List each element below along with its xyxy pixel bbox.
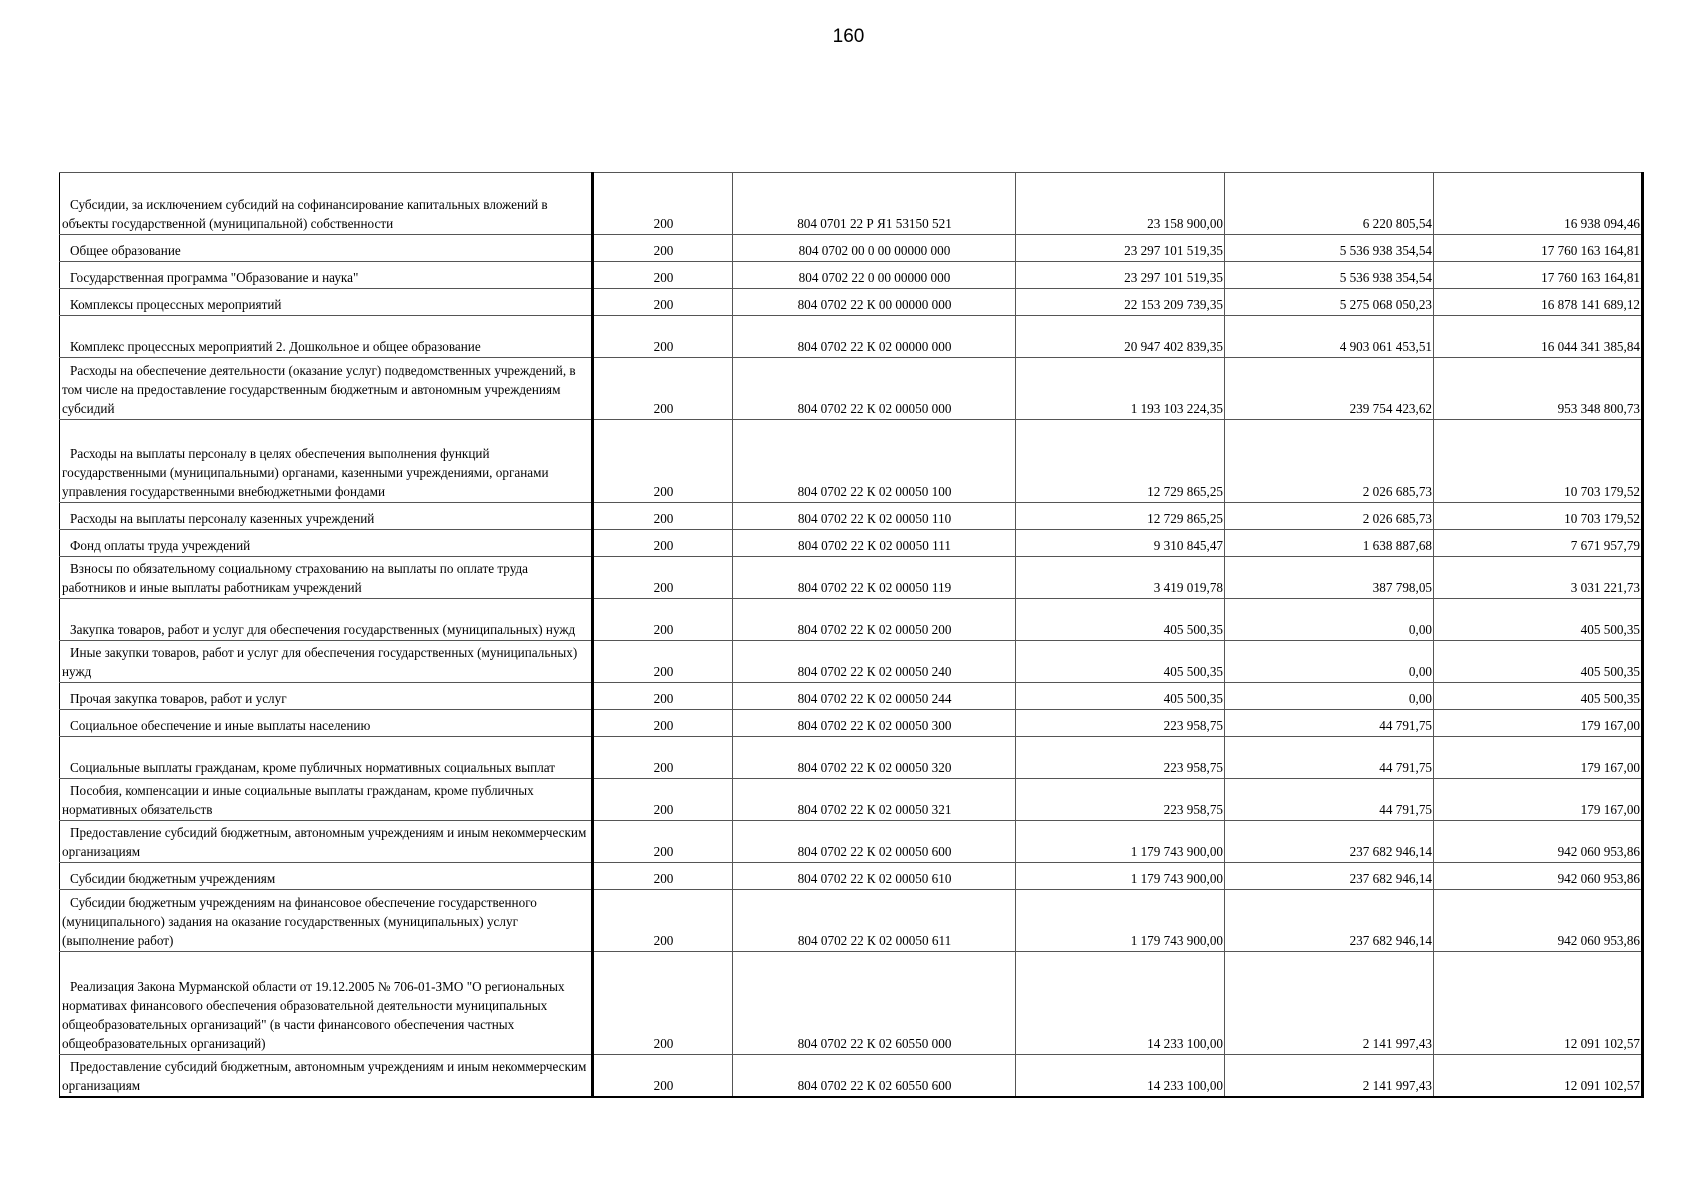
approved-amount-cell: 20 947 402 839,35 — [1016, 316, 1225, 358]
row-name-cell: Реализация Закона Мурманской области от 19.12.2005 № 706-01-ЗМО "О региональных нормативах финансового обеспечения образовательной деятельности муниципальных общеобразовательных организаций" (в части финансового обеспечения частных общеобразовательных организаций) — [60, 952, 593, 1055]
table-row — [60, 235, 1643, 262]
executed-amount-cell: 237 682 946,14 — [1225, 821, 1434, 863]
unexecuted-amount-cell: 16 878 141 689,12 — [1434, 289, 1643, 316]
approved-amount-cell: 12 729 865,25 — [1016, 503, 1225, 530]
table-row — [60, 737, 1643, 779]
approved-amount-cell: 405 500,35 — [1016, 641, 1225, 683]
budget-code-cell: 804 0702 22 К 02 00050 244 — [733, 683, 1016, 710]
approved-amount-cell: 9 310 845,47 — [1016, 530, 1225, 557]
unexecuted-amount-cell: 12 091 102,57 — [1434, 1055, 1643, 1097]
line-code-cell: 200 — [593, 737, 733, 779]
budget-code-cell: 804 0702 00 0 00 00000 000 — [733, 235, 1016, 262]
unexecuted-amount-cell: 3 031 221,73 — [1434, 557, 1643, 599]
budget-code-cell: 804 0702 22 К 02 60550 000 — [733, 952, 1016, 1055]
budget-code-cell: 804 0702 22 К 02 00050 119 — [733, 557, 1016, 599]
approved-amount-cell: 22 153 209 739,35 — [1016, 289, 1225, 316]
line-code-cell: 200 — [593, 1055, 733, 1097]
table-row — [60, 641, 1643, 683]
table-row — [60, 1055, 1643, 1097]
approved-amount-cell: 405 500,35 — [1016, 683, 1225, 710]
executed-amount-cell: 2 026 685,73 — [1225, 420, 1434, 503]
row-name-cell: Субсидии, за исключением субсидий на софинансирование капитальных вложений в объекты государственной (муниципальной) собственности — [60, 173, 593, 235]
line-code-cell: 200 — [593, 710, 733, 737]
unexecuted-amount-cell: 17 760 163 164,81 — [1434, 262, 1643, 289]
row-name-cell: Субсидии бюджетным учреждениям — [60, 863, 593, 890]
unexecuted-amount-cell: 405 500,35 — [1434, 683, 1643, 710]
unexecuted-amount-cell: 179 167,00 — [1434, 737, 1643, 779]
table-row — [60, 173, 1643, 235]
approved-amount-cell: 223 958,75 — [1016, 737, 1225, 779]
approved-amount-cell: 223 958,75 — [1016, 710, 1225, 737]
budget-code-cell: 804 0702 22 К 02 00000 000 — [733, 316, 1016, 358]
executed-amount-cell: 0,00 — [1225, 599, 1434, 641]
approved-amount-cell: 3 419 019,78 — [1016, 557, 1225, 599]
unexecuted-amount-cell: 17 760 163 164,81 — [1434, 235, 1643, 262]
approved-amount-cell: 23 297 101 519,35 — [1016, 235, 1225, 262]
approved-amount-cell: 1 179 743 900,00 — [1016, 863, 1225, 890]
budget-code-cell: 804 0702 22 К 02 00050 321 — [733, 779, 1016, 821]
approved-amount-cell: 405 500,35 — [1016, 599, 1225, 641]
line-code-cell: 200 — [593, 235, 733, 262]
table-row — [60, 262, 1643, 289]
row-name-cell: Фонд оплаты труда учреждений — [60, 530, 593, 557]
row-name-cell: Субсидии бюджетным учреждениям на финансовое обеспечение государственного (муниципального) задания на оказание государственных (муниципальных) услуг (выполнение работ) — [60, 890, 593, 952]
line-code-cell: 200 — [593, 890, 733, 952]
approved-amount-cell: 14 233 100,00 — [1016, 1055, 1225, 1097]
row-name-cell: Комплексы процессных мероприятий — [60, 289, 593, 316]
table-row — [60, 599, 1643, 641]
line-code-cell: 200 — [593, 503, 733, 530]
executed-amount-cell: 5 536 938 354,54 — [1225, 235, 1434, 262]
table-row — [60, 358, 1643, 420]
row-name-cell: Социальные выплаты гражданам, кроме публичных нормативных социальных выплат — [60, 737, 593, 779]
line-code-cell: 200 — [593, 358, 733, 420]
line-code-cell: 200 — [593, 952, 733, 1055]
executed-amount-cell: 1 638 887,68 — [1225, 530, 1434, 557]
row-name-cell: Общее образование — [60, 235, 593, 262]
executed-amount-cell: 5 275 068 050,23 — [1225, 289, 1434, 316]
executed-amount-cell: 239 754 423,62 — [1225, 358, 1434, 420]
unexecuted-amount-cell: 12 091 102,57 — [1434, 952, 1643, 1055]
line-code-cell: 200 — [593, 863, 733, 890]
budget-code-cell: 804 0702 22 К 02 00050 240 — [733, 641, 1016, 683]
executed-amount-cell: 44 791,75 — [1225, 737, 1434, 779]
row-name-cell: Взносы по обязательному социальному страхованию на выплаты по оплате труда работников и иные выплаты работникам учреждений — [60, 557, 593, 599]
executed-amount-cell: 2 141 997,43 — [1225, 952, 1434, 1055]
budget-code-cell: 804 0702 22 К 02 00050 600 — [733, 821, 1016, 863]
line-code-cell: 200 — [593, 599, 733, 641]
executed-amount-cell: 2 026 685,73 — [1225, 503, 1434, 530]
line-code-cell: 200 — [593, 173, 733, 235]
line-code-cell: 200 — [593, 779, 733, 821]
table-row — [60, 863, 1643, 890]
line-code-cell: 200 — [593, 420, 733, 503]
table-row — [60, 779, 1643, 821]
budget-execution-table — [59, 172, 1644, 1098]
table-row — [60, 316, 1643, 358]
budget-code-cell: 804 0702 22 К 02 00050 100 — [733, 420, 1016, 503]
unexecuted-amount-cell: 10 703 179,52 — [1434, 420, 1643, 503]
approved-amount-cell: 23 158 900,00 — [1016, 173, 1225, 235]
executed-amount-cell: 6 220 805,54 — [1225, 173, 1434, 235]
approved-amount-cell: 23 297 101 519,35 — [1016, 262, 1225, 289]
approved-amount-cell: 223 958,75 — [1016, 779, 1225, 821]
row-name-cell: Предоставление субсидий бюджетным, автономным учреждениям и иным некоммерческим организациям — [60, 1055, 593, 1097]
unexecuted-amount-cell: 16 938 094,46 — [1434, 173, 1643, 235]
unexecuted-amount-cell: 10 703 179,52 — [1434, 503, 1643, 530]
budget-code-cell: 804 0702 22 К 02 00050 320 — [733, 737, 1016, 779]
row-name-cell: Закупка товаров, работ и услуг для обеспечения государственных (муниципальных) нужд — [60, 599, 593, 641]
line-code-cell: 200 — [593, 289, 733, 316]
executed-amount-cell: 44 791,75 — [1225, 710, 1434, 737]
approved-amount-cell: 1 179 743 900,00 — [1016, 890, 1225, 952]
unexecuted-amount-cell: 953 348 800,73 — [1434, 358, 1643, 420]
approved-amount-cell: 12 729 865,25 — [1016, 420, 1225, 503]
executed-amount-cell: 237 682 946,14 — [1225, 863, 1434, 890]
budget-code-cell: 804 0702 22 К 02 00050 300 — [733, 710, 1016, 737]
row-name-cell: Государственная программа "Образование и наука" — [60, 262, 593, 289]
budget-code-cell: 804 0702 22 К 02 00050 610 — [733, 863, 1016, 890]
table-row — [60, 683, 1643, 710]
table-row — [60, 530, 1643, 557]
row-name-cell: Расходы на выплаты персоналу в целях обеспечения выполнения функций государственными (муниципальными) органами, казенными учреждениями, органами управления государственными внебюджетными фондами — [60, 420, 593, 503]
budget-code-cell: 804 0702 22 К 02 00050 110 — [733, 503, 1016, 530]
unexecuted-amount-cell: 179 167,00 — [1434, 779, 1643, 821]
executed-amount-cell: 44 791,75 — [1225, 779, 1434, 821]
row-name-cell: Пособия, компенсации и иные социальные выплаты гражданам, кроме публичных нормативных обязательств — [60, 779, 593, 821]
table-row — [60, 710, 1643, 737]
row-name-cell: Прочая закупка товаров, работ и услуг — [60, 683, 593, 710]
unexecuted-amount-cell: 16 044 341 385,84 — [1434, 316, 1643, 358]
row-name-cell: Расходы на выплаты персоналу казенных учреждений — [60, 503, 593, 530]
budget-code-cell: 804 0702 22 К 00 00000 000 — [733, 289, 1016, 316]
budget-code-cell: 804 0702 22 0 00 00000 000 — [733, 262, 1016, 289]
budget-code-cell: 804 0701 22 Р Я1 53150 521 — [733, 173, 1016, 235]
line-code-cell: 200 — [593, 262, 733, 289]
row-name-cell: Комплекс процессных мероприятий 2. Дошкольное и общее образование — [60, 316, 593, 358]
table-row — [60, 503, 1643, 530]
table-row — [60, 289, 1643, 316]
unexecuted-amount-cell: 942 060 953,86 — [1434, 821, 1643, 863]
executed-amount-cell: 0,00 — [1225, 641, 1434, 683]
table-row — [60, 890, 1643, 952]
executed-amount-cell: 0,00 — [1225, 683, 1434, 710]
table-row — [60, 952, 1643, 1055]
line-code-cell: 200 — [593, 316, 733, 358]
unexecuted-amount-cell: 179 167,00 — [1434, 710, 1643, 737]
unexecuted-amount-cell: 405 500,35 — [1434, 599, 1643, 641]
executed-amount-cell: 387 798,05 — [1225, 557, 1434, 599]
unexecuted-amount-cell: 942 060 953,86 — [1434, 890, 1643, 952]
line-code-cell: 200 — [593, 641, 733, 683]
executed-amount-cell: 237 682 946,14 — [1225, 890, 1434, 952]
executed-amount-cell: 2 141 997,43 — [1225, 1055, 1434, 1097]
executed-amount-cell: 5 536 938 354,54 — [1225, 262, 1434, 289]
row-name-cell: Иные закупки товаров, работ и услуг для обеспечения государственных (муниципальных) нужд — [60, 641, 593, 683]
line-code-cell: 200 — [593, 683, 733, 710]
table-row — [60, 557, 1643, 599]
executed-amount-cell: 4 903 061 453,51 — [1225, 316, 1434, 358]
unexecuted-amount-cell: 942 060 953,86 — [1434, 863, 1643, 890]
table-body — [60, 173, 1643, 1097]
unexecuted-amount-cell: 405 500,35 — [1434, 641, 1643, 683]
budget-code-cell: 804 0702 22 К 02 00050 000 — [733, 358, 1016, 420]
table-row — [60, 420, 1643, 503]
row-name-cell: Социальное обеспечение и иные выплаты населению — [60, 710, 593, 737]
approved-amount-cell: 1 193 103 224,35 — [1016, 358, 1225, 420]
approved-amount-cell: 1 179 743 900,00 — [1016, 821, 1225, 863]
page-number: 160 — [832, 26, 865, 47]
budget-code-cell: 804 0702 22 К 02 00050 111 — [733, 530, 1016, 557]
unexecuted-amount-cell: 7 671 957,79 — [1434, 530, 1643, 557]
row-name-cell: Предоставление субсидий бюджетным, автономным учреждениям и иным некоммерческим организациям — [60, 821, 593, 863]
line-code-cell: 200 — [593, 821, 733, 863]
row-name-cell: Расходы на обеспечение деятельности (оказание услуг) подведомственных учреждений, в том числе на предоставление государственным бюджетным и автономным учреждениям субсидий — [60, 358, 593, 420]
budget-code-cell: 804 0702 22 К 02 00050 611 — [733, 890, 1016, 952]
approved-amount-cell: 14 233 100,00 — [1016, 952, 1225, 1055]
line-code-cell: 200 — [593, 557, 733, 599]
table-row — [60, 821, 1643, 863]
budget-code-cell: 804 0702 22 К 02 60550 600 — [733, 1055, 1016, 1097]
budget-code-cell: 804 0702 22 К 02 00050 200 — [733, 599, 1016, 641]
line-code-cell: 200 — [593, 530, 733, 557]
